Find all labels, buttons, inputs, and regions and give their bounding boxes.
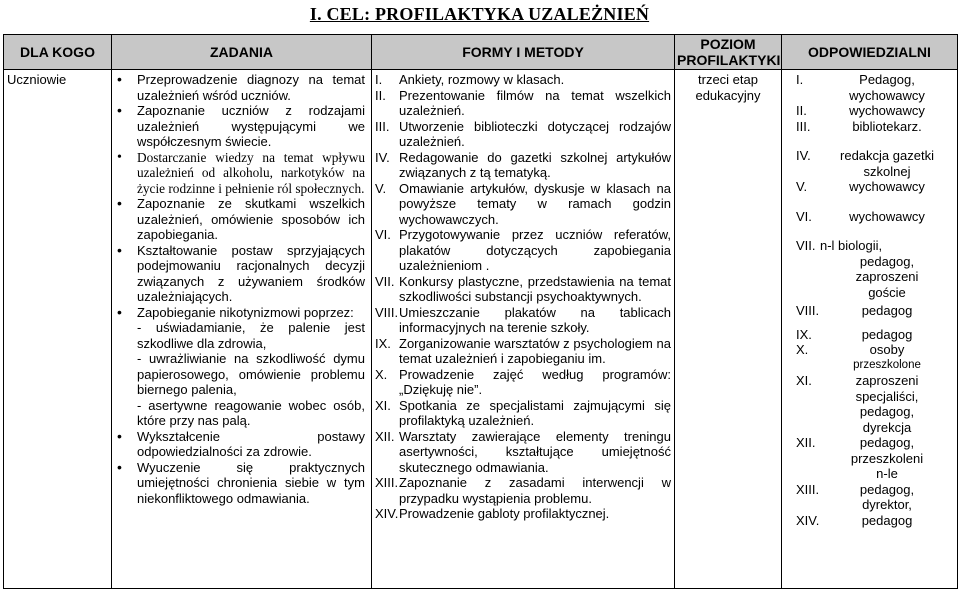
- list-item: • Zapoznanie ze skutkami wszelkich uzależnień, omówienie sposobów ich zapobiegania.: [115, 196, 365, 243]
- tasks-list: [115, 72, 365, 506]
- list-item: IX. pedagog: [796, 326, 913, 342]
- cell-responsible: [782, 70, 958, 589]
- list-item: III. bibliotekarz.: [796, 118, 922, 134]
- list-item: II. wychowawcy: [796, 103, 925, 118]
- list-item: V. Omawianie artykułów, dyskusje w klasach na powyższe tematy w ramach godzin wychowawczych.: [375, 180, 671, 227]
- list-item: V. wychowawcy: [796, 179, 925, 194]
- list-item: X. osoby przeszkolone: [796, 342, 921, 371]
- list-item: IV. redakcja gazetki szkolnej: [796, 148, 934, 179]
- list-item: XIII. pedagog, dyrektor,: [796, 481, 915, 512]
- cell-level: [675, 70, 782, 589]
- list-item: XII. Warsztaty zawierające elementy treningu asertywności, kształtujące umiejętność skutecznego odmawiania.: [375, 428, 671, 475]
- list-item: XI. zaproszeni specjaliści, pedagog, dyrekcja: [796, 373, 919, 435]
- list-item: XII. pedagog, przeszkoleni n-le: [796, 435, 924, 481]
- level-line2: edukacyjny: [695, 87, 761, 103]
- cell-tasks: [112, 70, 372, 589]
- target-group: Uczniowie: [7, 72, 67, 87]
- list-item: VI. Przygotowywanie przez uczniów referatów, plakatów dotyczących zapobiegania uzależnieniom .: [375, 227, 671, 273]
- cell-methods: [372, 70, 675, 589]
- nicotine-task: Zapobieganie nikotynizmowi poprzez:: [137, 304, 354, 320]
- list-item: IX. Zorganizowanie warsztatów z psychologiem na temat uzależnień i zapobieganiu im.: [375, 335, 671, 366]
- list-item: VI. wychowawcy: [796, 208, 925, 224]
- level-line1: trzeci etap: [698, 72, 758, 87]
- header-level-line2: PROFILAKTYKI: [677, 52, 781, 68]
- cell-for-whom: [4, 70, 112, 589]
- header-methods: FORMY I METODY: [372, 35, 675, 70]
- list-item: VII. n-l biologii, pedagog, zaproszeni goście: [796, 238, 919, 300]
- list-item: XIV. pedagog: [796, 512, 913, 528]
- methods-list: [375, 72, 671, 522]
- list-item: XIV. Prowadzenie gabloty profilaktycznej.: [375, 506, 610, 521]
- list-item: I. Ankiety, rozmowy w klasach.: [375, 72, 565, 87]
- list-item: X. Prowadzenie zajęć według programów: „Dziękuję nie”.: [375, 366, 671, 397]
- list-item: VIII. pedagog: [796, 303, 913, 318]
- responsible-list: [796, 72, 954, 528]
- list-item: • Wykształcenie postawy odpowiedzialności za zdrowie.: [115, 429, 365, 460]
- header-level: [675, 35, 782, 70]
- prevention-table: [3, 34, 958, 589]
- list-item: XI. Spotkania ze specjalistami zajmującymi się profilaktyką uzależnień.: [375, 397, 671, 428]
- header-level-line1: POZIOM: [700, 36, 756, 52]
- nicotine-sub-item: - asertywne reagowanie wobec osób, które przy nas palą.: [137, 397, 365, 428]
- list-item: XIII. Zapoznanie z zasadami interwencji w przypadku wystąpienia problemu.: [375, 475, 671, 506]
- table-header-row: [4, 35, 958, 70]
- list-item: • Zapoznanie uczniów z rodzajami uzależnień występującymi we współczesnym świecie.: [115, 103, 365, 150]
- list-item: • Wyuczenie się praktycznych umiejętności chronienia siebie w tym niekonfliktowego odmawiania.: [115, 460, 365, 507]
- table-row: [4, 70, 958, 589]
- header-tasks: ZADANIA: [112, 35, 372, 70]
- list-item: VII. Konkursy plastyczne, przedstawienia na temat szkodliwości substancji psychoaktywnych.: [375, 273, 671, 304]
- list-item: III. Utworzenie biblioteczki dotyczącej rodzajów uzależnień.: [375, 118, 671, 149]
- list-item: • Kształtowanie postaw sprzyjających podejmowaniu racjonalnych decyzji związanych z używaniem środków uzależniających.: [115, 243, 365, 305]
- nicotine-sub-item: - uświadamianie, że palenie jest szkodliwe dla zdrowia,: [137, 320, 365, 351]
- list-item: I. Pedagog, wychowawcy: [796, 72, 925, 103]
- list-item: • Dostarczanie wiedzy na temat wpływu uzależnień od alkoholu, narkotyków na życie rodzinne i pełnienie ról społecznych.: [115, 150, 365, 197]
- list-item: IV. Redagowanie do gazetki szkolnej artykułów związanych z tą tematyką.: [375, 149, 671, 180]
- list-item: • Przeprowadzenie diagnozy na temat uzależnień wśród uczniów.: [115, 72, 365, 103]
- page-title: I. CEL: PROFILAKTYKA UZALEŻNIEŃ: [309, 4, 650, 24]
- nicotine-sub-item: - uwrażliwianie na szkodliwość dymu papierosowego, omówienie problemu biernego palenia,: [137, 351, 365, 397]
- list-item: II. Prezentowanie filmów na temat wszelkich uzależnień.: [375, 87, 671, 118]
- header-for-whom: DLA KOGO: [4, 35, 112, 70]
- list-item: [115, 305, 365, 429]
- list-item: VIII. Umieszczanie plakatów na tablicach informacyjnych na terenie szkoły.: [375, 304, 671, 335]
- header-responsible: ODPOWIEDZIALNI: [782, 35, 958, 70]
